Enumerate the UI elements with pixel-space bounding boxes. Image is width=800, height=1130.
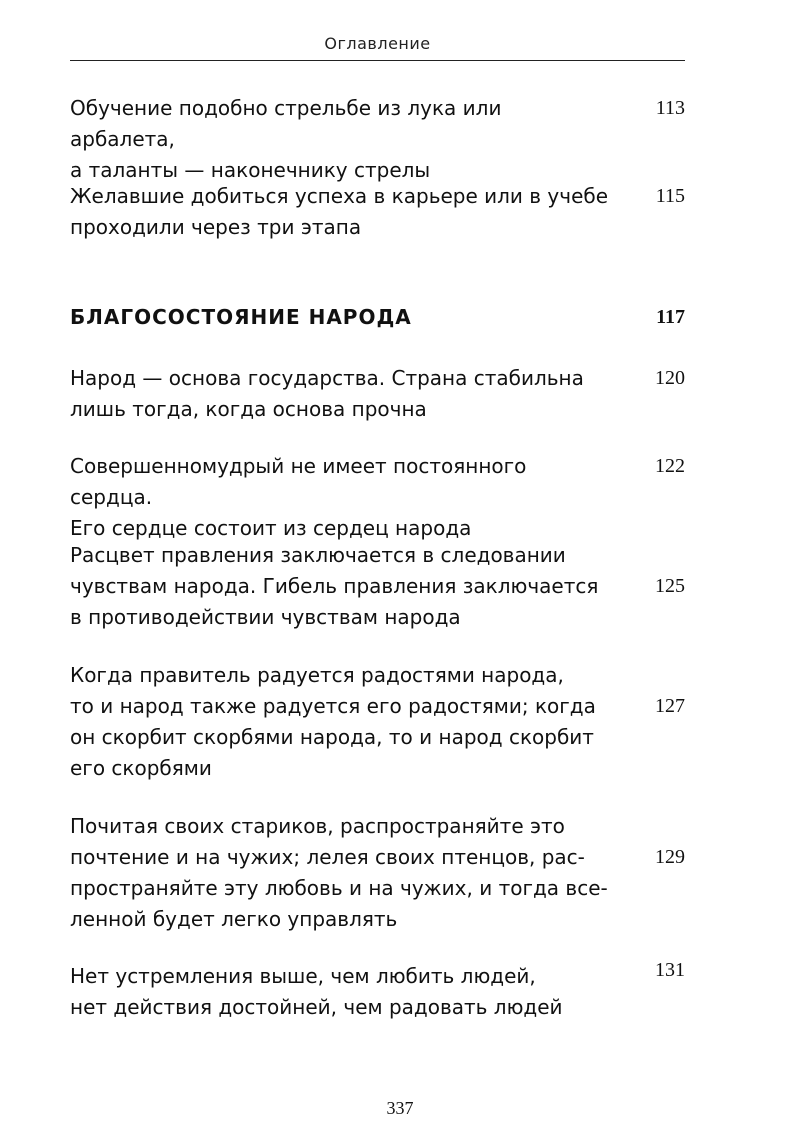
header-rule (70, 60, 685, 61)
toc-entry-title: Почитая своих стариков, распространяйте это почтение и на чужих; лелея своих птенцов, рас- пространяйте эту любовь и на чужих, и тогда все- ленной будет легко управлять (70, 814, 608, 931)
toc-entry-page: 125 (655, 575, 685, 597)
toc-entry-page: 129 (655, 846, 685, 868)
toc-entry-title: Когда правитель радуется радостями народа, то и народ также радуется его радостями; когда он скорбит скорбями народа, то и народ скорбит его скорбями (70, 663, 596, 780)
toc-entry-title: Желавшие добиться успеха в карьере или в учебе проходили через три этапа (70, 184, 609, 239)
toc-entry-title: Нет устремления выше, чем любить людей, нет действия достойней, чем радовать людей (70, 964, 563, 1019)
running-head: Оглавление (324, 34, 431, 53)
toc-entry-page: 131 (655, 959, 685, 981)
toc-entry-title: Расцвет правления заключается в следовании чувствам народа. Гибель правления заключается в противодействии чувствам народа (70, 543, 599, 629)
toc-section-page: 117 (656, 306, 685, 328)
page-number: 337 (386, 1098, 414, 1118)
toc-entry-title: Совершенномудрый не имеет постоянного сердца. Его сердце состоит из сердец народа (70, 454, 527, 540)
toc-entry-title: Обучение подобно стрельбе из лука или арбалета, а таланты — наконечнику стрелы (70, 96, 502, 182)
toc-entry-title: Народ — основа государства. Страна стабильна лишь тогда, когда основа прочна (70, 366, 584, 421)
toc-section-title: БЛАГОСОСТОЯНИЕ НАРОДА (70, 305, 412, 329)
toc-entry-page: 120 (655, 367, 685, 389)
toc-entry-page: 115 (655, 185, 685, 207)
toc-entry-page: 122 (655, 455, 685, 477)
toc-entry-page: 127 (655, 695, 685, 717)
toc-entry-page: 113 (655, 97, 685, 119)
